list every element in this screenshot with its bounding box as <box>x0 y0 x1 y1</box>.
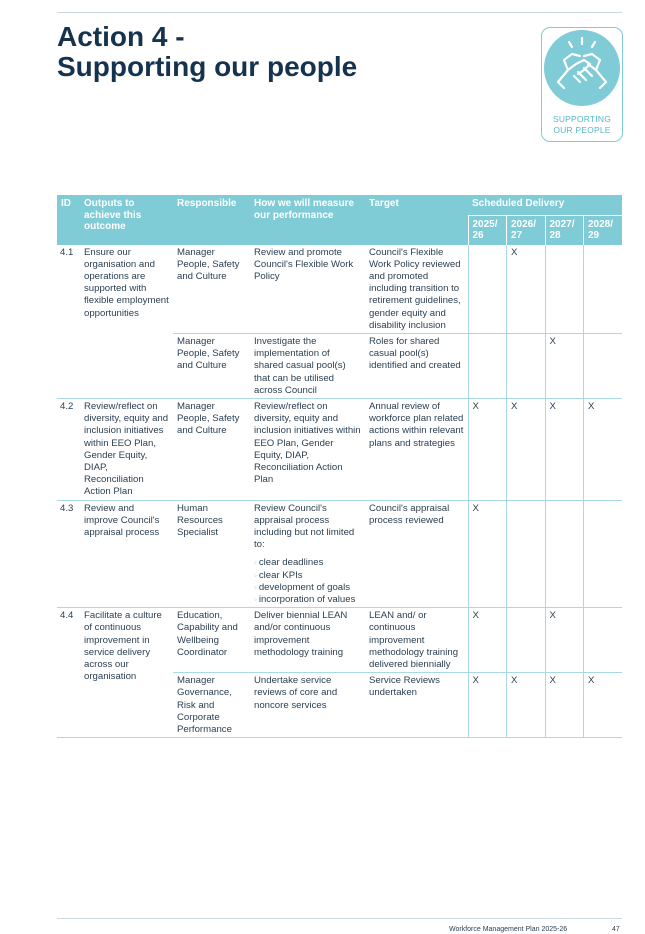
bullet-text: clear deadlines <box>258 557 324 569</box>
row-responsible: Manager People, Safety and Culture <box>173 398 250 500</box>
action-plan-table <box>57 195 622 738</box>
row-target: Annual review of workforce plan related actions within relevant plans and strategies <box>365 398 468 500</box>
badge-label <box>542 114 622 136</box>
row-year-2028 <box>584 245 623 334</box>
row-year-2026 <box>507 608 546 673</box>
row-responsible: Manager People, Safety and Culture <box>173 333 250 398</box>
bullet-text: clear KPIs <box>258 569 303 581</box>
header-id: ID <box>57 195 80 245</box>
badge-label-line-2: OUR PEOPLE <box>553 125 611 135</box>
row-measure: Undertake service reviews of core and noncore services <box>250 673 365 738</box>
list-item <box>254 582 361 594</box>
list-item <box>254 594 361 606</box>
row-year-2028: X <box>584 673 623 738</box>
row-output: Ensure our organisation and operations are supported with flexible employment opportunities <box>80 245 173 399</box>
header-year-2026: 2026/ 27 <box>507 215 546 245</box>
bullet-dot-icon: ◦ <box>254 570 257 580</box>
row-measure: Review and promote Council's Flexible Work Policy <box>250 245 365 334</box>
measure-intro: Review Council's appraisal process including but not limited to: <box>254 502 355 551</box>
row-measure <box>250 500 365 608</box>
list-item <box>254 570 361 582</box>
row-year-2028 <box>584 500 623 608</box>
row-id: 4.4 <box>57 608 80 738</box>
row-target: LEAN and/ or continuous improvement methodology training delivered biennially <box>365 608 468 673</box>
row-year-2025 <box>468 333 507 398</box>
row-target: Council's appraisal process reviewed <box>365 500 468 608</box>
row-year-2027 <box>545 500 584 608</box>
row-id: 4.1 <box>57 245 80 399</box>
row-year-2028 <box>584 333 623 398</box>
table-row <box>57 398 622 500</box>
bottom-divider <box>57 918 622 919</box>
row-year-2026: X <box>507 398 546 500</box>
bullet-dot-icon: ◦ <box>254 594 257 604</box>
header-year-2027: 2027/ 28 <box>545 215 584 245</box>
row-output: Facilitate a culture of continuous improvement in service delivery across our organisation <box>80 608 173 738</box>
page-number: 47 <box>612 926 620 933</box>
table-header-row <box>57 195 622 215</box>
row-year-2028: X <box>584 398 623 500</box>
row-responsible: Human Resources Specialist <box>173 500 250 608</box>
table-row <box>57 500 622 608</box>
row-year-2027: X <box>545 673 584 738</box>
row-responsible: Manager People, Safety and Culture <box>173 245 250 334</box>
row-target: Council's Flexible Work Policy reviewed and promoted including transition to retirement guidelines, gender equity and disability inclusion <box>365 245 468 334</box>
page-title-line-1: Action 4 - <box>57 21 185 52</box>
row-year-2026 <box>507 500 546 608</box>
row-year-2028 <box>584 608 623 673</box>
header-year-2025: 2025/ 26 <box>468 215 507 245</box>
handshake-icon <box>544 30 620 106</box>
row-year-2025: X <box>468 398 507 500</box>
row-year-2027 <box>545 245 584 334</box>
row-year-2026 <box>507 333 546 398</box>
row-year-2026: X <box>507 245 546 334</box>
page-title <box>57 22 357 82</box>
badge-label-line-1: SUPPORTING <box>552 114 612 124</box>
header-responsible: Responsible <box>173 195 250 245</box>
header-target: Target <box>365 195 468 245</box>
supporting-our-people-badge <box>541 27 623 142</box>
footer-document-title: Workforce Management Plan 2025-26 <box>449 926 568 933</box>
row-year-2027: X <box>545 608 584 673</box>
list-item <box>254 557 361 569</box>
bullet-dot-icon: ◦ <box>254 558 257 568</box>
row-year-2025 <box>468 245 507 334</box>
row-year-2025: X <box>468 500 507 608</box>
row-responsible: Education, Capability and Wellbeing Coordinator <box>173 608 250 673</box>
measure-bullet-list <box>254 557 361 606</box>
header-year-2028: 2028/ 29 <box>584 215 623 245</box>
row-year-2025: X <box>468 608 507 673</box>
bullet-text: development of goals <box>258 581 351 593</box>
row-responsible: Manager Governance, Risk and Corporate Performance <box>173 673 250 738</box>
row-output: Review/reflect on diversity, equity and inclusion initiatives within EEO Plan, Gender Equity, DIAP, Reconciliation Action Plan <box>80 398 173 500</box>
row-year-2027: X <box>545 398 584 500</box>
table-row <box>57 608 622 673</box>
top-divider <box>57 12 622 13</box>
header-scheduled-delivery: Scheduled Delivery <box>468 195 622 215</box>
row-measure: Review/reflect on diversity, equity and inclusion initiatives within EEO Plan, Gender Equity, DIAP, Reconciliation Action Plan <box>250 398 365 500</box>
bullet-text: incorporation of values <box>258 593 356 605</box>
table-row <box>57 245 622 334</box>
badge-circle <box>544 30 620 106</box>
row-target: Service Reviews undertaken <box>365 673 468 738</box>
header-outputs: Outputs to achieve this outcome <box>80 195 173 245</box>
bullet-dot-icon: ◦ <box>254 582 257 592</box>
row-year-2026: X <box>507 673 546 738</box>
row-output: Review and improve Council's appraisal process <box>80 500 173 608</box>
row-id: 4.2 <box>57 398 80 500</box>
header-measure: How we will measure our performance <box>250 195 365 245</box>
row-measure: Deliver biennial LEAN and/or continuous improvement methodology training <box>250 608 365 673</box>
row-year-2025: X <box>468 673 507 738</box>
page-title-line-2: Supporting our people <box>57 51 358 82</box>
row-target: Roles for shared casual pool(s) identified and created <box>365 333 468 398</box>
row-id: 4.3 <box>57 500 80 608</box>
row-year-2027: X <box>545 333 584 398</box>
row-measure: Investigate the implementation of shared casual pool(s) that can be utilised across Council <box>250 333 365 398</box>
